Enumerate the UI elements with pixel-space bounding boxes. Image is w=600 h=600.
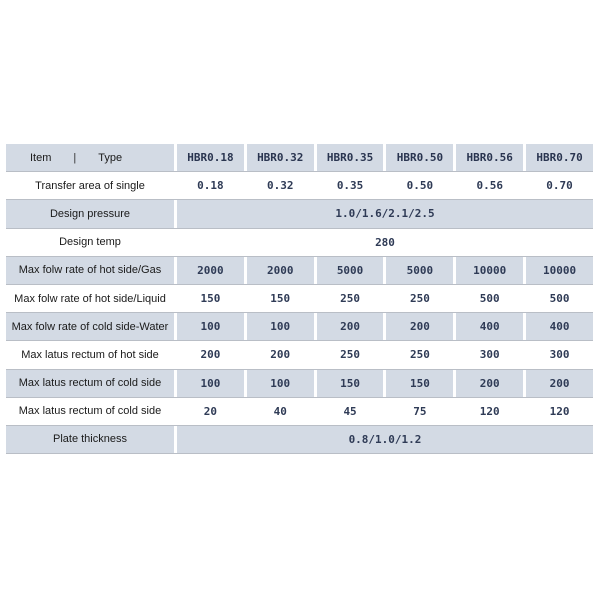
cell-value: 100: [247, 313, 314, 340]
cell-value: 200: [200, 348, 221, 362]
cell-value: 75: [413, 404, 427, 418]
header-type-5: HBR0.56: [456, 144, 523, 171]
header-item-label: Item: [30, 151, 52, 164]
cell-value: 100: [177, 370, 244, 397]
cell-value: 500: [479, 292, 500, 306]
cell-value: 0.35: [336, 179, 364, 193]
row-label: Max latus rectum of hot side: [21, 348, 159, 361]
cell-value: 400: [456, 313, 523, 340]
cell-value: 100: [247, 370, 314, 397]
cell-value: 200: [456, 370, 523, 397]
row-label: Plate thickness: [6, 426, 174, 453]
row-label: Design pressure: [6, 200, 174, 227]
cell-value: 200: [526, 370, 593, 397]
header-type-2: HBR0.32: [247, 144, 314, 171]
cell-value: 150: [270, 292, 291, 306]
table-row: [6, 285, 593, 313]
row-label: Design temp: [59, 236, 121, 249]
row-label: Max latus rectum of cold side: [6, 370, 174, 397]
table-header-row: [6, 144, 593, 172]
cell-value: 0.50: [406, 179, 434, 193]
cell-value: 10000: [526, 257, 593, 284]
cell-value: 500: [549, 292, 570, 306]
row-label: Max latus rectum of cold side: [18, 405, 162, 418]
cell-value: 10000: [456, 257, 523, 284]
table-row: [6, 229, 593, 257]
cell-value: 120: [479, 404, 500, 418]
cell-value: 300: [549, 348, 570, 362]
cell-value: 0.70: [546, 179, 573, 193]
header-type-6: HBR0.70: [526, 144, 593, 171]
cell-value: 0.18: [197, 179, 224, 193]
cell-value: 2000: [247, 257, 314, 284]
header-item-type-cell: [6, 144, 174, 171]
table-row: [6, 398, 593, 426]
header-type-label: Type: [98, 151, 123, 164]
cell-value: 300: [479, 348, 500, 362]
header-type-3: HBR0.35: [317, 144, 384, 171]
table-row: [6, 313, 593, 341]
cell-value: 250: [409, 348, 430, 362]
cell-value: 0.56: [476, 179, 503, 193]
cell-span-value: 0.8/1.0/1.2: [177, 426, 593, 453]
row-label: Transfer area of single: [35, 179, 145, 192]
cell-value: 200: [386, 313, 453, 340]
cell-value: 5000: [317, 257, 384, 284]
row-label: Max folw rate of hot side/Gas: [6, 257, 174, 284]
cell-value: 0.32: [266, 179, 294, 193]
cell-value: 120: [549, 404, 570, 418]
cell-span-value: 280: [375, 235, 395, 249]
cell-value: 250: [340, 292, 360, 306]
cell-value: 250: [409, 292, 430, 306]
header-type-1: HBR0.18: [177, 144, 244, 171]
cell-value: 5000: [386, 257, 453, 284]
cell-value: 200: [270, 348, 291, 362]
cell-value: 40: [273, 404, 287, 418]
cell-value: 150: [317, 370, 384, 397]
cell-value: 400: [526, 313, 593, 340]
cell-value: 150: [200, 292, 221, 306]
table-row: [6, 172, 593, 200]
row-label: Max folw rate of hot side/Liquid: [14, 292, 166, 305]
row-label: Max folw rate of cold side-Water: [6, 313, 174, 340]
cell-value: 150: [386, 370, 453, 397]
table-row: [6, 257, 593, 285]
table-row: [6, 370, 593, 398]
header-type-4: HBR0.50: [386, 144, 453, 171]
spec-table: [6, 144, 593, 454]
cell-value: 20: [203, 404, 218, 418]
table-row: [6, 426, 593, 454]
cell-value: 250: [340, 348, 360, 362]
cell-value: 45: [343, 404, 357, 418]
cell-value: 100: [177, 313, 244, 340]
header-separator: |: [73, 151, 77, 164]
cell-value: 200: [317, 313, 384, 340]
table-row: [6, 341, 593, 369]
cell-span-value: 1.0/1.6/2.1/2.5: [177, 200, 593, 227]
cell-value: 2000: [177, 257, 244, 284]
table-row: [6, 200, 593, 228]
